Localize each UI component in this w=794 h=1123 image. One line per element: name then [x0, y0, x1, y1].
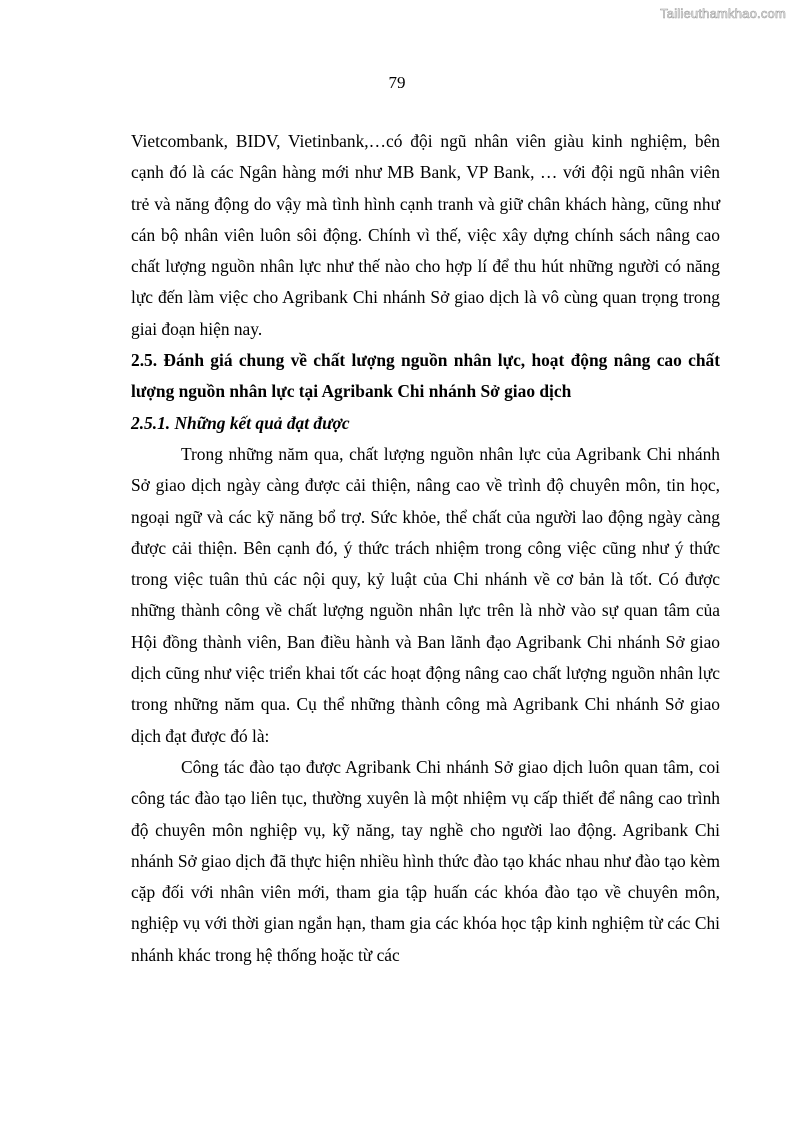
paragraph-results-overview: Trong những năm qua, chất lượng nguồn nhân lực của Agribank Chi nhánh Sở giao dịch ngày càng được cải thiện, nâng cao về trình độ chuyên môn, tin học, ngoại ngữ và các kỹ năng bổ trợ. Sức khỏe, thể chất của người lao động ngày càng được cải thiện. Bên cạnh đó, ý thức trách nhiệm trong công việc cũng như ý thức trong việc tuân thủ các nội quy, kỷ luật của Chi nhánh về cơ bản là tốt. Có được những thành công về chất lượng nguồn nhân lực trên là nhờ vào sự quan tâm của Hội đồng thành viên, Ban điều hành và Ban lãnh đạo Agribank Chi nhánh Sở giao dịch cũng như việc triển khai tốt các hoạt động nâng cao chất lượng nguồn nhân lực trong những năm qua. Cụ thể những thành công mà Agribank Chi nhánh Sở giao dịch đạt được đó là: — [131, 443, 720, 746]
section-heading-2-5: 2.5. Đánh giá chung về chất lượng nguồn nhân lực, hoạt động nâng cao chất lượng nguồn nhân lực tại Agribank Chi nhánh Sở giao dịch — [131, 350, 720, 402]
paragraph-continued: Vietcombank, BIDV, Vietinbank,…có đội ngũ nhân viên giàu kinh nghiệm, bên cạnh đó là các Ngân hàng mới như MB Bank, VP Bank, … với đội ngũ nhân viên trẻ và năng động do vậy mà tình hình cạnh tranh và giữ chân khách hàng, cũng như cán bộ nhân viên luôn sôi động. Chính vì thế, việc xây dựng chính sách nâng cao chất lượng nguồn nhân lực như thế nào cho hợp lí để thu hút những người có năng lực đến làm việc cho Agribank Chi nhánh Sở giao dịch là vô cùng quan trọng trong giai đoạn hiện nay. — [131, 131, 720, 339]
subsection-heading-2-5-1: 2.5.1. Những kết quả đạt được — [131, 412, 350, 433]
document-body — [131, 126, 720, 971]
page-number: 79 — [388, 73, 406, 92]
watermark-text: Tailieuthamkhao.com — [660, 6, 786, 21]
paragraph-training: Công tác đào tạo được Agribank Chi nhánh Sở giao dịch luôn quan tâm, coi công tác đào tạo liên tục, thường xuyên là một nhiệm vụ cấp thiết để nâng cao trình độ chuyên môn nghiệp vụ, kỹ năng, tay nghề cho người lao động. Agribank Chi nhánh Sở giao dịch đã thực hiện nhiều hình thức đào tạo khác nhau như đào tạo kèm cặp đối với nhân viên mới, tham gia tập huấn các khóa đào tạo về chuyên môn, nghiệp vụ với thời gian ngắn hạn, tham gia các khóa học tập kinh nghiệm từ các Chi nhánh khác trong hệ thống hoặc từ các — [131, 756, 720, 965]
